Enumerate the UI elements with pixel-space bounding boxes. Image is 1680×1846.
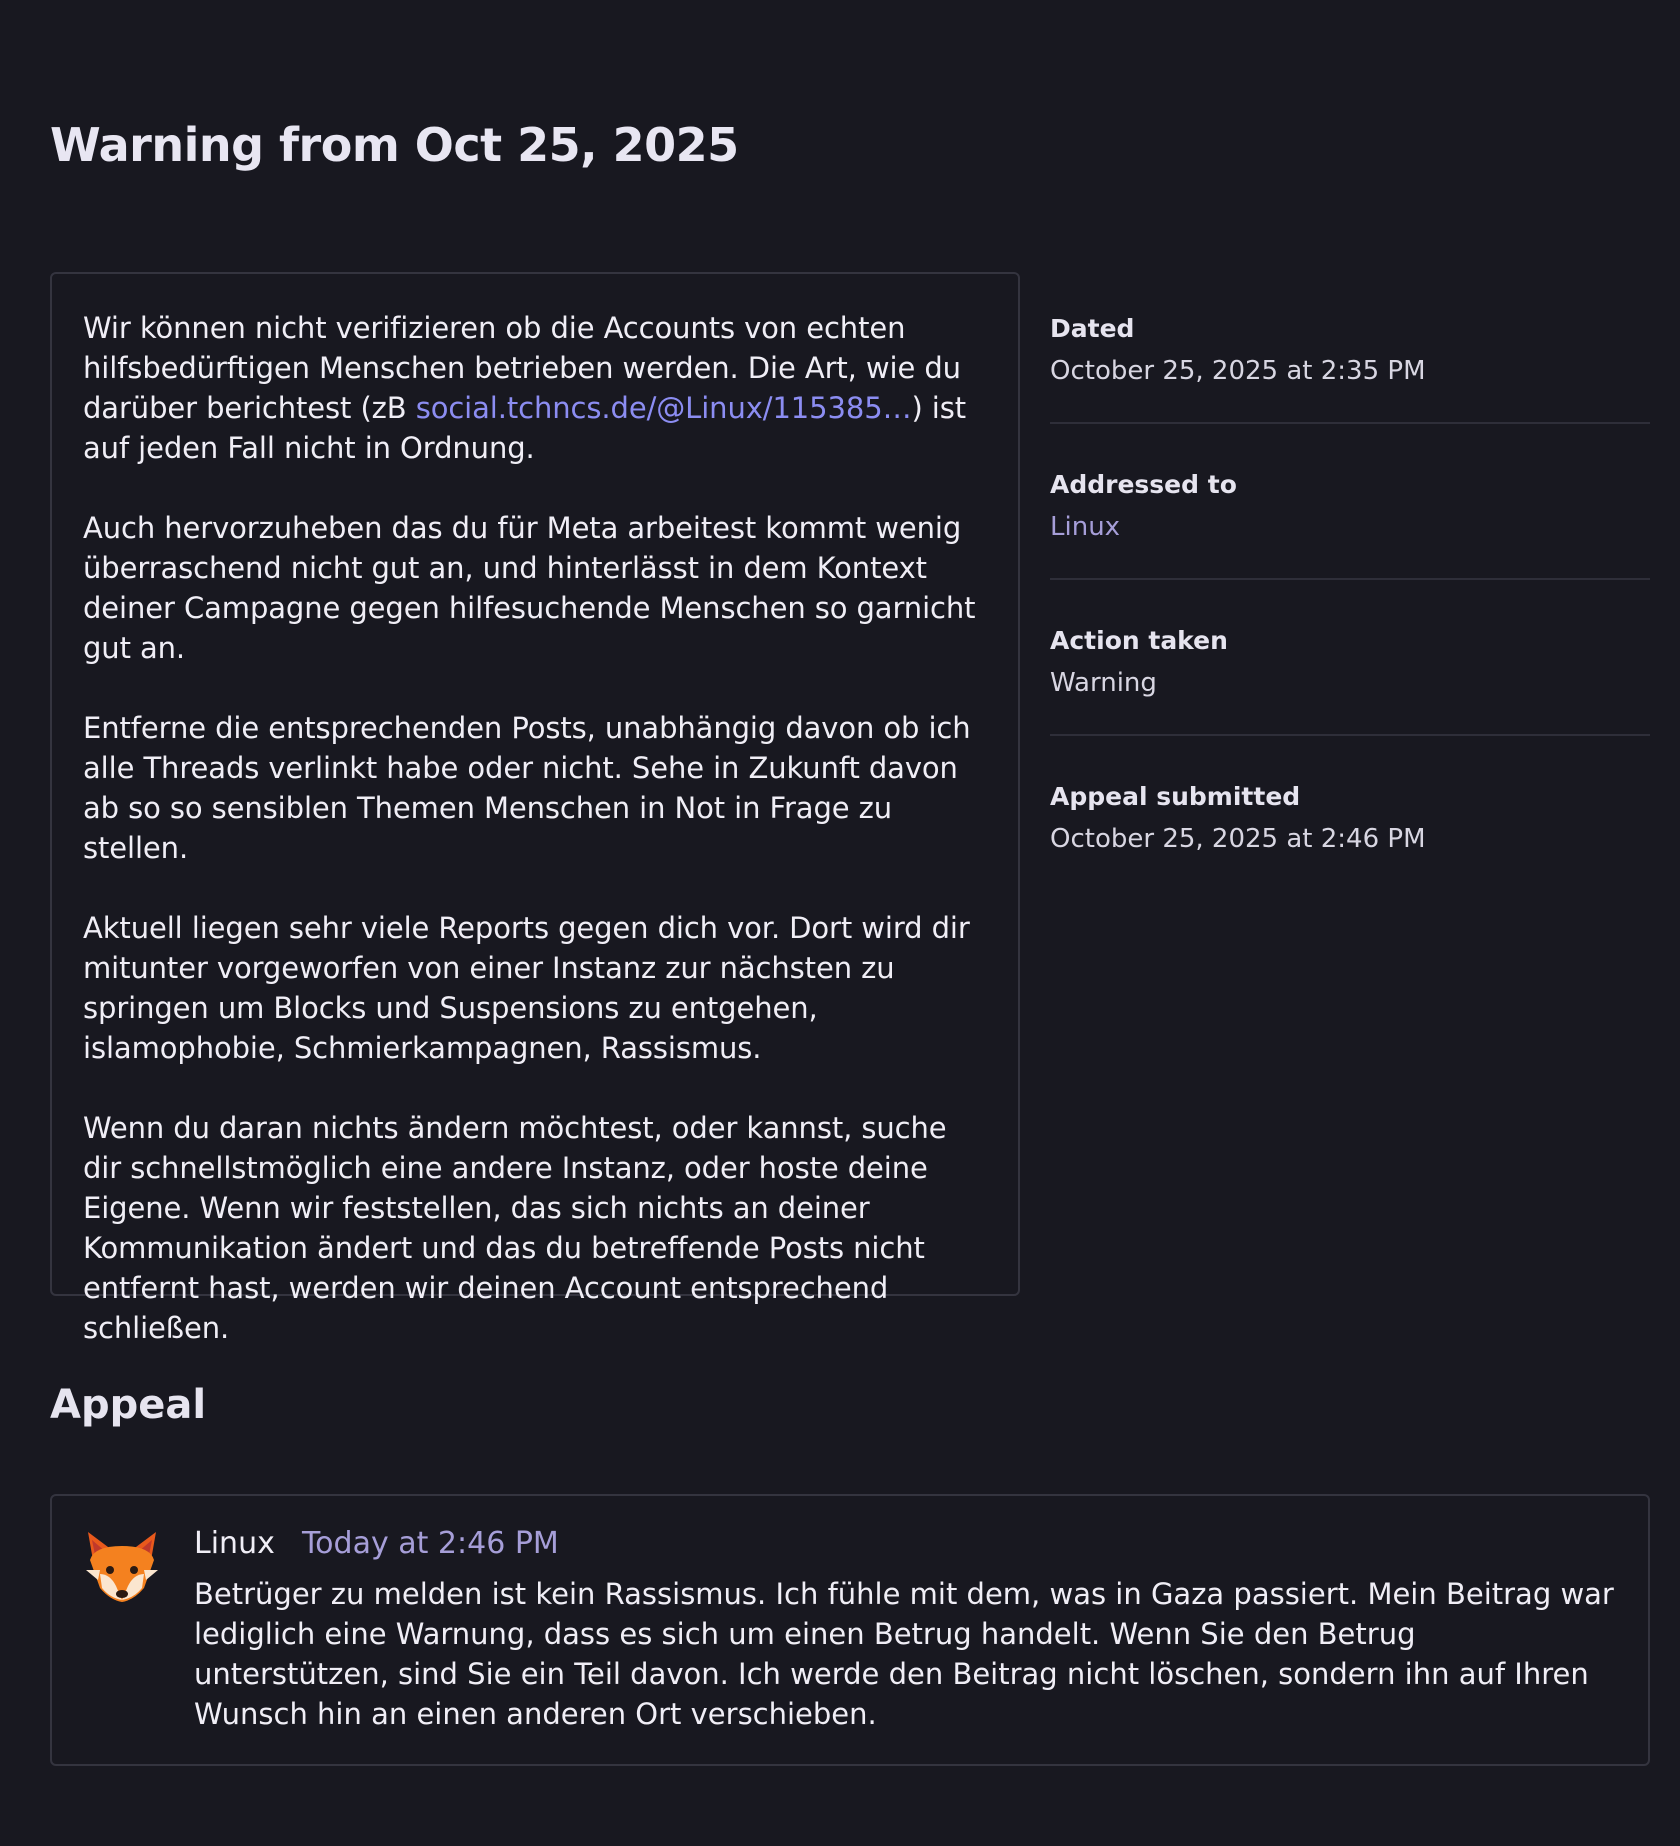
meta-dated-label: Dated [1050, 314, 1135, 343]
message-paragraph-1 [83, 308, 988, 468]
warning-message-box [50, 272, 1020, 1345]
meta-action-value: Warning [1050, 668, 1157, 698]
message-paragraph-3: Entferne die entsprechenden Posts, unabhängig davon ob ich alle Threads verlinkt habe oder nicht. Sehe in Zukunft davon ab so so sensiblen Themen Menschen in Not in Frage zu stellen. [83, 711, 971, 865]
meta-addressed-to [1050, 464, 1650, 580]
appeal-text: Betrüger zu melden ist kein Rassismus. Ich fühle mit dem, was in Gaza passiert. Mein Beitrag war lediglich eine Warnung, dass es sich um einen Betrug handelt. Wenn Sie den Betrug unterstützen, sind Sie ein Teil davon. Ich werde den Beitrag nicht löschen, sondern ihn auf Ihren Wunsch hin an einen anderen Ort verschieben. [194, 1577, 1614, 1731]
meta-appeal-submitted [1050, 776, 1650, 890]
message-paragraph-2: Auch hervorzuheben das du für Meta arbeitest kommt wenig überraschend nicht gut an, und hinterlässt in dem Kontext deiner Campagne gegen hilfesuchende Menschen so garnicht gut an. [83, 511, 976, 665]
post-link[interactable]: social.tchncs.de/@Linux/115385… [415, 391, 912, 425]
message-paragraph-5: Wenn du daran nichts ändern möchtest, oder kannst, suche dir schnellstmöglich eine andere Instanz, oder hoste deine Eigene. Wenn wir feststellen, das sich nichts an deiner Kommunikation ändert und das du betreffende Posts nicht entfernt hast, werden wir deinen Account entsprechend schließen. [83, 1111, 947, 1345]
meta-dated [1050, 308, 1650, 424]
fox-face-icon[interactable] [82, 1530, 162, 1606]
meta-addressed-label: Addressed to [1050, 470, 1237, 499]
message-paragraph-4: Aktuell liegen sehr viele Reports gegen dich vor. Dort wird dir mitunter vorgeworfen von einer Instanz zur nächsten zu springen um Blocks und Suspensions zu entgehen, islamophobie, Schmierkampagnen, Rassismus. [83, 911, 970, 1065]
meta-dated-value: October 25, 2025 at 2:35 PM [1050, 356, 1426, 386]
appeal-header [194, 1526, 559, 1561]
message-paragraph-1-text-end: ) ist auf jeden Fall nicht in Ordnung. [83, 391, 967, 465]
warning-details [1050, 308, 1650, 930]
appeal-author[interactable]: Linux [194, 1526, 275, 1561]
meta-appeal-label: Appeal submitted [1050, 782, 1301, 811]
page-title: Warning from Oct 25, 2025 [50, 118, 739, 172]
appeal-heading: Appeal [50, 1382, 207, 1428]
appeal-card [50, 1494, 1650, 1766]
meta-action-label: Action taken [1050, 626, 1228, 655]
appeal-timestamp: Today at 2:46 PM [301, 1526, 559, 1561]
message-paragraph-1-text-start: Wir können nicht verifizieren ob die Accounts von echten hilfsbedürftigen Menschen betrieben werden. Die Art, wie du darüber berichtest (zB [83, 311, 961, 425]
meta-action-taken [1050, 620, 1650, 736]
addressed-user-link[interactable]: Linux [1050, 512, 1121, 542]
meta-appeal-value: October 25, 2025 at 2:46 PM [1050, 824, 1426, 854]
